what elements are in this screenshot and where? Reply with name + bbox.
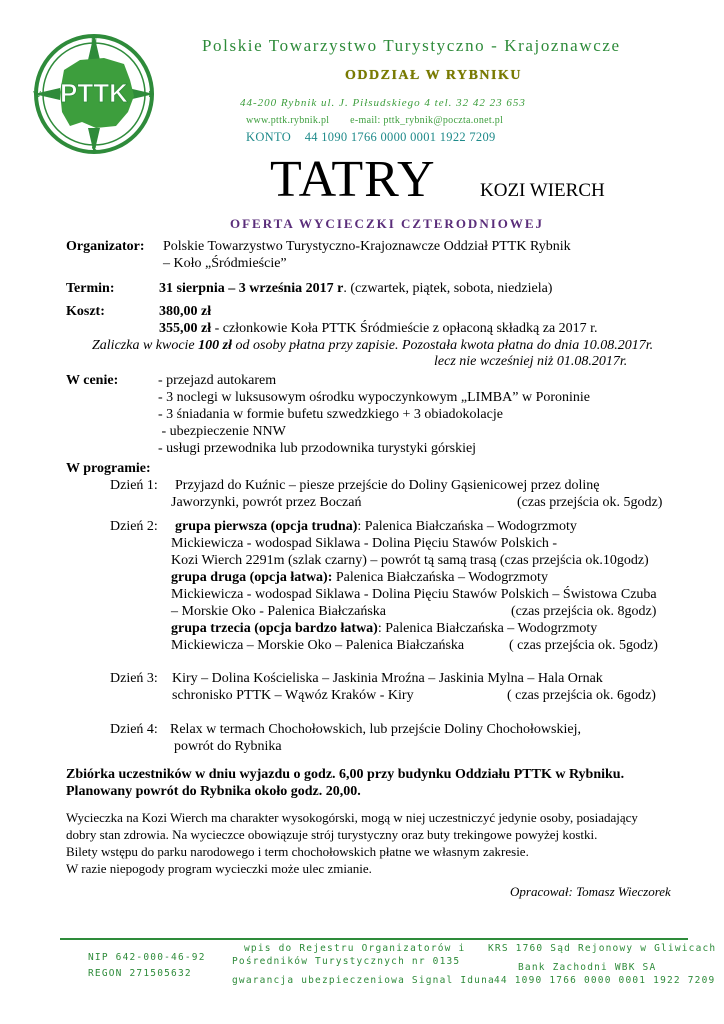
day3-label: Dzień 3:	[110, 671, 158, 686]
deposit-c: lecz nie wcześniej niż 01.08.2017r.	[434, 354, 628, 369]
includes-item: - przejazd autokarem	[158, 373, 277, 388]
svg-text:W: W	[33, 90, 41, 99]
term-days: . (czwartek, piątek, sobota, niedziela)	[343, 281, 553, 296]
svg-text:N: N	[91, 37, 97, 46]
contact-web	[246, 115, 503, 126]
organizer-label: Organizator:	[66, 239, 145, 254]
page-subtitle: KOZI WIERCH	[480, 180, 605, 201]
footer-krs: KRS 1760 Sąd Rejonowy w Gliwicach	[488, 943, 717, 954]
day4-line1: Relax w termach Chochołowskich, lub przejście Doliny Chochołowskiej,	[170, 722, 581, 737]
day2-group1-line1	[175, 518, 577, 535]
bank-account: KONTO 44 1090 1766 0000 0001 1922 7209	[246, 130, 496, 144]
website-link[interactable]: www.pttk.rybnik.pl	[246, 115, 330, 126]
day2-group1-line3: Kozi Wierch 2291m (szlak czarny) – powrót tą samą trasą (czas przejścia ok.10godz)	[171, 553, 649, 568]
footer-bank: Bank Zachodni WBK SA	[518, 962, 657, 973]
offer-heading: OFERTA WYCIECZKI CZTERODNIOWEJ	[230, 216, 545, 231]
day2-group2-title: grupa druga (opcja łatwa):	[171, 570, 333, 585]
includes-item: - usługi przewodnika lub przodownika turystyki górskiej	[158, 441, 477, 456]
includes-item: - ubezpieczenie NNW	[158, 424, 286, 439]
email-link[interactable]: e-mail: pttk_rybnik@poczta.onet.pl	[350, 115, 504, 126]
day2-group1-title: grupa pierwsza (opcja trudna)	[175, 519, 358, 534]
cost-member-note: - członkowie Koła PTTK Śródmieście z opłaconą składką za 2017 r.	[211, 321, 598, 336]
program-label: W programie:	[66, 461, 151, 476]
day2-label: Dzień 2:	[110, 519, 158, 534]
day3-line1: Kiry – Dolina Kościeliska – Jaskinia Mroźna – Jaskinia Mylna – Hala Ornak	[172, 671, 603, 686]
footer-nip: NIP 642-000-46-92	[88, 952, 206, 963]
footer-divider	[60, 938, 688, 940]
note-line: Wycieczka na Kozi Wierch ma charakter wysokogórski, mogą w niej uczestniczyć jedynie osoby, posiadający	[66, 810, 638, 825]
footer-register2: Pośredników Turystycznych nr 0135	[232, 956, 461, 967]
day2-group2-line1	[171, 569, 548, 586]
day2-group2-time: (czas przejścia ok. 8godz)	[511, 604, 657, 619]
deposit-a: Zaliczka w kwocie	[92, 338, 199, 353]
day2-group3-a: : Palenica Białczańska – Wodogrzmoty	[377, 621, 598, 636]
day4-label: Dzień 4:	[110, 722, 158, 737]
note-line: dobry stan zdrowia. Na wycieczce obowiązuje strój turystyczny oraz buty trekingowe powyżej kostki.	[66, 827, 598, 842]
footer-regon: REGON 271505632	[88, 968, 192, 979]
day2-group2-line3: – Morskie Oko - Palenica Białczańska	[171, 604, 386, 619]
cost-price: 380,00 zł	[159, 304, 212, 319]
day1-time: (czas przejścia ok. 5godz)	[517, 495, 663, 510]
footer-bank-account: 44 1090 1766 0000 0001 1922 7209	[494, 975, 716, 986]
day4-line2: powrót do Rybnika	[174, 739, 282, 754]
day2-group3-time: ( czas przejścia ok. 5godz)	[509, 638, 658, 653]
note-line: Bilety wstępu do parku narodowego i term chochołowskich płatne we własnym zakresie.	[66, 844, 529, 859]
deposit-line	[92, 337, 653, 354]
term-value	[159, 280, 552, 297]
meeting-line2: Planowany powrót do Rybnika około godz. 20,00.	[66, 784, 361, 799]
meeting-line1: Zbiórka uczestników w dniu wyjazdu o godz. 6,00 przy budynku Oddziału PTTK w Rybniku.	[66, 767, 625, 782]
day2-group2-a: Palenica Białczańska – Wodogrzmoty	[332, 570, 548, 585]
term-label: Termin:	[66, 281, 115, 296]
address: 44-200 Rybnik ul. J. Piłsudskiego 4 tel. 32 42 23 653	[240, 97, 526, 109]
deposit-amount: 100 zł	[198, 338, 232, 353]
cost-member-price: 355,00 zł	[159, 321, 212, 336]
cost-member	[159, 320, 598, 337]
organizer-line2: – Koło „Śródmieście”	[163, 256, 287, 271]
day1-line2: Jaworzynki, powrót przez Boczań	[171, 495, 362, 510]
footer-register1: wpis do Rejestru Organizatorów i	[244, 943, 466, 954]
day2-group2-line2: Mickiewicza - wodospad Siklawa - Dolina Pięciu Stawów Polskich – Świstowa Czuba	[171, 587, 657, 602]
page-title: TATRY	[270, 151, 436, 208]
term-dates: 31 sierpnia – 3 września 2017 r	[159, 281, 344, 296]
note-line: W razie niepogody program wycieczki może ulec zmianie.	[66, 861, 372, 876]
author: Opracował: Tomasz Wieczorek	[510, 884, 671, 899]
svg-text:S: S	[91, 145, 97, 154]
svg-text:PTTK: PTTK	[60, 78, 128, 108]
day1-label: Dzień 1:	[110, 478, 158, 493]
day2-group3-title: grupa trzecia (opcja bardzo łatwa)	[171, 621, 378, 636]
includes-label: W cenie:	[66, 373, 119, 388]
includes-item: - 3 śniadania w formie bufetu szwedzkiego + 3 obiadokolacje	[158, 407, 503, 422]
day3-line2: schronisko PTTK – Wąwóz Kraków - Kiry	[172, 688, 414, 703]
day2-group3-line2: Mickiewicza – Morskie Oko – Palenica Białczańska	[171, 638, 465, 653]
day1-line1: Przyjazd do Kuźnic – piesze przejście do Doliny Gąsienicowej przez dolinę	[175, 478, 600, 493]
day3-time: ( czas przejścia ok. 6godz)	[507, 688, 656, 703]
day2-group3-line1	[171, 620, 597, 637]
organizer-line1: Polskie Towarzystwo Turystyczno-Krajoznawcze Oddział PTTK Rybnik	[163, 239, 571, 254]
includes-item: - 3 noclegi w luksusowym ośrodku wypoczynkowym „LIMBA” w Poroninie	[158, 390, 591, 405]
day2-group1-a: : Palenica Białczańska – Wodogrzmoty	[357, 519, 577, 534]
cost-label: Koszt:	[66, 304, 105, 319]
day2-group1-line2: Mickiewicza - wodospad Siklawa - Dolina Pięciu Stawów Polskich -	[171, 536, 558, 551]
branch-name: ODDZIAŁ W RYBNIKU	[345, 68, 522, 83]
pttk-logo	[30, 30, 158, 158]
deposit-b: od osoby płatna przy zapisie. Pozostała kwota płatna do dnia 10.08.2017r.	[232, 338, 654, 353]
svg-text:E: E	[148, 90, 154, 99]
footer-insurance: gwarancja ubezpieczeniowa Signal Iduna	[232, 975, 495, 986]
organization-name: Polskie Towarzystwo Turystyczno - Krajoznawcze	[202, 36, 621, 55]
